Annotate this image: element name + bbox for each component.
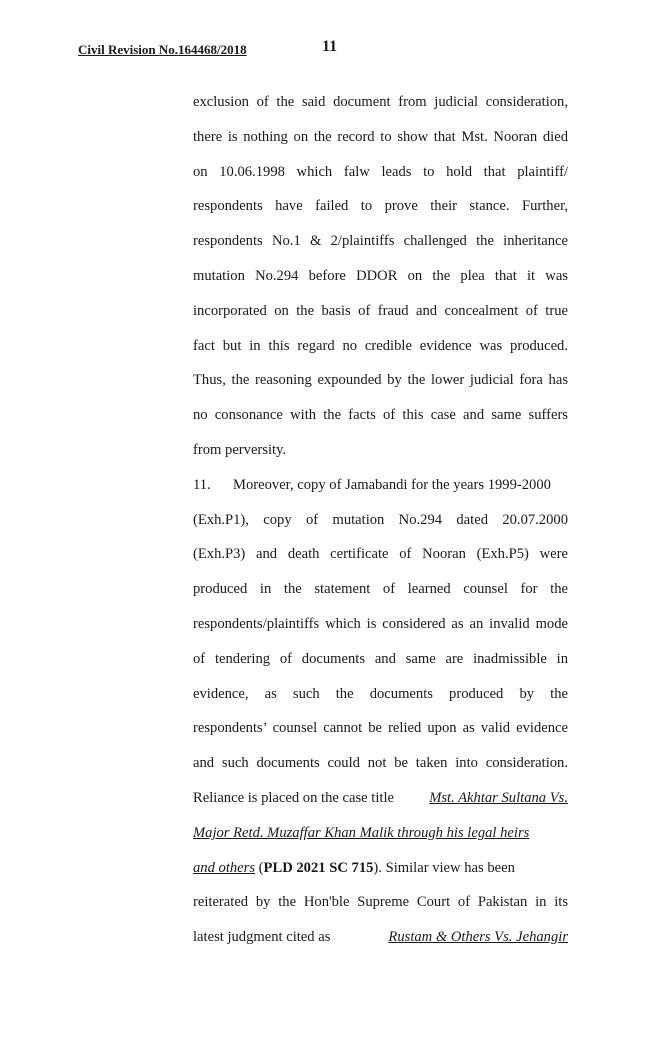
text-line: no consonance with the facts of this case and same suffers xyxy=(193,407,568,424)
text-span: Reliance is placed on the case title xyxy=(193,789,394,806)
case-number: Civil Revision No.164468/2018 xyxy=(78,42,247,57)
page-number: 11 xyxy=(322,38,338,55)
case-title-line xyxy=(193,819,568,854)
text-span: latest judgment cited as xyxy=(193,929,331,946)
text-line: mutation No.294 before DDOR on the plea that it was xyxy=(193,267,568,284)
case-citation-title: Rustam & Others Vs. Jehangir xyxy=(388,929,568,946)
latest-judgment-line xyxy=(193,923,568,958)
text-line: reiterated by the Hon'ble Supreme Court of Pakistan in its xyxy=(193,894,568,911)
page-header xyxy=(0,0,661,70)
text-line: on 10.06.1998 which falw leads to hold that plaintiff/ xyxy=(193,163,568,180)
text-line: respondents No.1 & 2/plaintiffs challenged the inheritance xyxy=(193,233,568,250)
text-span: ). Similar view has been xyxy=(373,859,515,876)
text-line: fact but in this regard no credible evidence was produced. xyxy=(193,337,568,354)
text-line: and such documents could not be taken into consideration. xyxy=(193,755,568,772)
text-line: from perversity. xyxy=(193,441,287,458)
text-line: respondents have failed to prove their stance. Further, xyxy=(193,198,568,215)
paragraph-number: 11. xyxy=(193,476,211,493)
text-line: evidence, as such the documents produced by the xyxy=(193,685,568,702)
text-line: respondents/plaintiffs which is considered as an invalid mode xyxy=(193,615,568,632)
text-line: incorporated on the basis of fraud and concealment of true xyxy=(193,302,568,319)
text-line: produced in the statement of learned counsel for the xyxy=(193,581,568,598)
text-line: (Exh.P3) and death certificate of Nooran (Exh.P5) were xyxy=(193,546,568,563)
case-citation-title: Major Retd. Muzaffar Khan Malik through his legal heirs xyxy=(193,824,530,841)
text-line: Thus, the reasoning expounded by the lower judicial fora has xyxy=(193,372,568,389)
text-line: of tendering of documents and same are inadmissible in xyxy=(193,650,568,667)
case-citation-title: Mst. Akhtar Sultana Vs. xyxy=(429,789,568,806)
reliance-line xyxy=(193,784,568,819)
body-text xyxy=(193,88,568,958)
paragraph-11-first-line xyxy=(193,471,568,506)
text-line: (Exh.P1), copy of mutation No.294 dated 20.07.2000 xyxy=(193,511,568,528)
text-line: there is nothing on the record to show that Mst. Nooran died xyxy=(193,128,568,145)
citation-line xyxy=(193,854,568,889)
case-citation-title: and others xyxy=(193,859,256,876)
text-span: Moreover, copy of Jamabandi for the years 1999-2000 xyxy=(233,476,551,493)
text-span: ( xyxy=(255,859,264,876)
text-line: respondents’ counsel cannot be relied upon as valid evidence xyxy=(193,720,568,737)
citation-left xyxy=(193,854,515,889)
law-report-citation: PLD 2021 SC 715 xyxy=(263,859,374,876)
text-line: exclusion of the said document from judicial consideration, xyxy=(193,94,568,110)
